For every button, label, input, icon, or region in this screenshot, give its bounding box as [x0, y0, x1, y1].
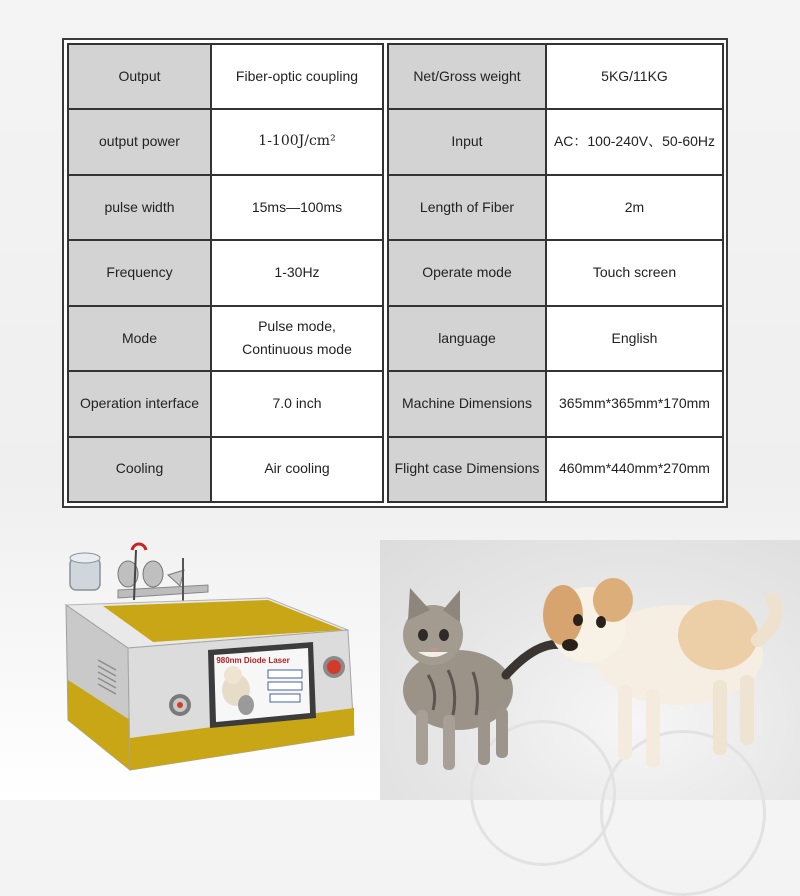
- spec-value-mode-line2: Continuous mode: [242, 341, 352, 358]
- spec-value-output: Fiber-optic coupling: [211, 44, 383, 109]
- spec-value-machine-dimensions: 365mm*365mm*170mm: [546, 371, 723, 436]
- spec-table-right: [387, 43, 724, 503]
- spec-value-language: English: [546, 306, 723, 371]
- spec-value-flight-case-dimensions: 460mm*440mm*270mm: [546, 437, 723, 502]
- kitten-and-puppy-image: [388, 560, 788, 800]
- spec-value-operate-mode: Touch screen: [546, 240, 723, 305]
- spec-table: [62, 38, 728, 508]
- screen-title: 980nm Diode Laser: [216, 656, 290, 665]
- spec-label-fiber-length: Length of Fiber: [388, 175, 546, 240]
- spec-value-frequency: 1-30Hz: [211, 240, 383, 305]
- spec-label-operate-mode: Operate mode: [388, 240, 546, 305]
- spec-value-operation-interface: 7.0 inch: [211, 371, 383, 436]
- spec-label-output: Output: [68, 44, 211, 109]
- spec-label-language: language: [388, 306, 546, 371]
- spec-label-machine-dimensions: Machine Dimensions: [388, 371, 546, 436]
- spec-label-pulse-width: pulse width: [68, 175, 211, 240]
- product-scene: [0, 530, 800, 800]
- spec-value-fiber-length: 2m: [546, 175, 723, 240]
- spec-label-output-power: output power: [68, 109, 211, 174]
- spec-value-mode-line1: Pulse mode,: [258, 317, 336, 334]
- spec-label-flight-case-dimensions: Flight case Dimensions: [388, 437, 546, 502]
- laser-device-image: [58, 530, 368, 790]
- spec-value-cooling: Air cooling: [211, 437, 383, 502]
- spec-label-mode: Mode: [68, 306, 211, 371]
- spec-label-cooling: Cooling: [68, 437, 211, 502]
- spec-value-pulse-width: 15ms—100ms: [211, 175, 383, 240]
- spec-value-output-power: 1-100J/cm²: [211, 109, 383, 174]
- spec-value-input: AC：100-240V、50-60Hz: [546, 109, 723, 174]
- spec-label-weight: Net/Gross weight: [388, 44, 546, 109]
- spec-label-input: Input: [388, 109, 546, 174]
- spec-value-mode: [211, 306, 383, 371]
- spec-label-operation-interface: Operation interface: [68, 371, 211, 436]
- spec-label-frequency: Frequency: [68, 240, 211, 305]
- spec-value-weight: 5KG/11KG: [546, 44, 723, 109]
- spec-table-left: [67, 43, 384, 503]
